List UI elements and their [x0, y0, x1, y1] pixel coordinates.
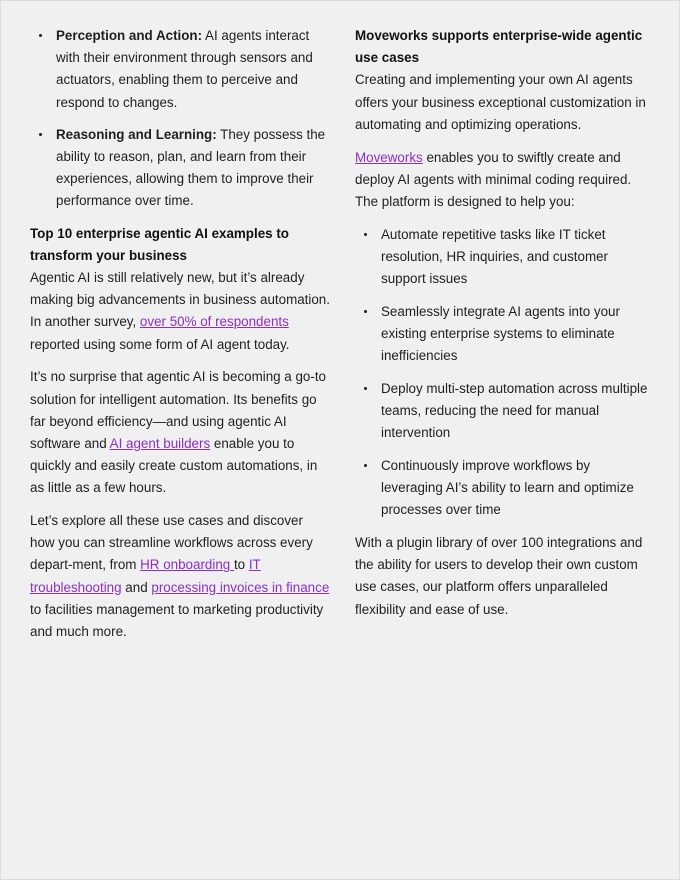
bullet-icon — [39, 34, 42, 37]
list-item — [355, 301, 655, 368]
bullet-icon — [364, 233, 367, 236]
paragraph-text: Let’s explore all these use cases and discover how you can streamline workflows across every depart-ment, from — [30, 513, 313, 573]
bullet-term: Perception and Action: — [56, 28, 203, 43]
list-item — [355, 378, 655, 445]
bullet-icon — [39, 133, 42, 136]
bullet-text: They possess the ability to reason, plan, and learn from their experiences, allowing them to improve their performance over time. — [56, 126, 326, 209]
paragraph-text: to facilities management to marketing productivity and much more. — [30, 601, 324, 640]
bullet-term: Reasoning and Learning: — [56, 126, 217, 142]
paragraph — [30, 366, 330, 499]
paragraph: Creating and implementing your own AI agents offers your business exceptional customization in automating and optimizing operations. — [355, 72, 646, 132]
left-column — [30, 25, 330, 654]
paragraph-text: to — [233, 557, 249, 573]
list-item — [30, 25, 330, 114]
bullet-text: Seamlessly integrate AI agents into your existing enterprise systems to eliminate inefficiencies — [381, 303, 620, 364]
paragraph-text: It’s no surprise that agentic AI is becoming a go-to solution for intelligent automation. Its benefits go far beyond efficiency—and using agentic AI software and — [30, 369, 326, 451]
paragraph — [30, 510, 330, 643]
paragraph-text: and — [121, 579, 152, 595]
right-column — [355, 25, 655, 631]
bullet-text: Continuously improve workflows by leveraging AI’s ability to learn and optimize processes over time — [381, 457, 634, 518]
paragraph-text: enable you to quickly and easily create custom automations, in as little as a few hours. — [30, 435, 318, 496]
moveworks-link[interactable]: Moveworks — [355, 149, 423, 165]
section-heading: Top 10 enterprise agentic AI examples to transform your business — [30, 225, 289, 263]
bullet-icon — [364, 310, 367, 313]
bullet-text: Automate repetitive tasks like IT ticket resolution, HR inquiries, and customer support issues — [381, 226, 609, 287]
paragraph: With a plugin library of over 100 integrations and the ability for users to develop their own custom use cases, our platform offers unparalleled flexibility and ease of use. — [355, 535, 643, 617]
processing-invoices-link[interactable]: processing invoices in finance — [151, 579, 330, 595]
list-item — [355, 224, 655, 291]
platform-benefits-list — [355, 224, 655, 522]
bullet-text: AI agents interact with their environment through sensors and actuators, enabling them to perceive and respond to changes. — [56, 28, 313, 110]
paragraph-text: Agentic AI is still relatively new, but it’s already making big advancements in business automation. In another survey, — [30, 270, 330, 330]
it-troubleshooting-link[interactable]: IT troubleshooting — [30, 557, 261, 595]
bullet-text: Deploy multi-step automation across multiple teams, reducing the need for manual intervention — [381, 380, 648, 441]
paragraph — [355, 147, 655, 214]
list-item — [355, 455, 655, 522]
bullet-icon — [364, 387, 367, 390]
paragraph-text: enables you to swiftly create and deploy AI agents with minimal coding required. The platform is designed to help you: — [355, 149, 632, 209]
paragraph-text: reported using some form of AI agent today. — [30, 336, 290, 352]
bullet-icon — [364, 464, 367, 467]
section-heading: Moveworks supports enterprise-wide agentic use cases — [355, 28, 643, 66]
survey-link[interactable]: over 50% of respondents — [139, 314, 289, 330]
ai-agent-builders-link[interactable]: AI agent builders — [109, 435, 211, 451]
hr-onboarding-link[interactable]: HR onboarding — [140, 557, 234, 573]
paragraph — [30, 267, 330, 356]
agent-traits-list — [30, 25, 330, 213]
list-item — [30, 124, 330, 213]
